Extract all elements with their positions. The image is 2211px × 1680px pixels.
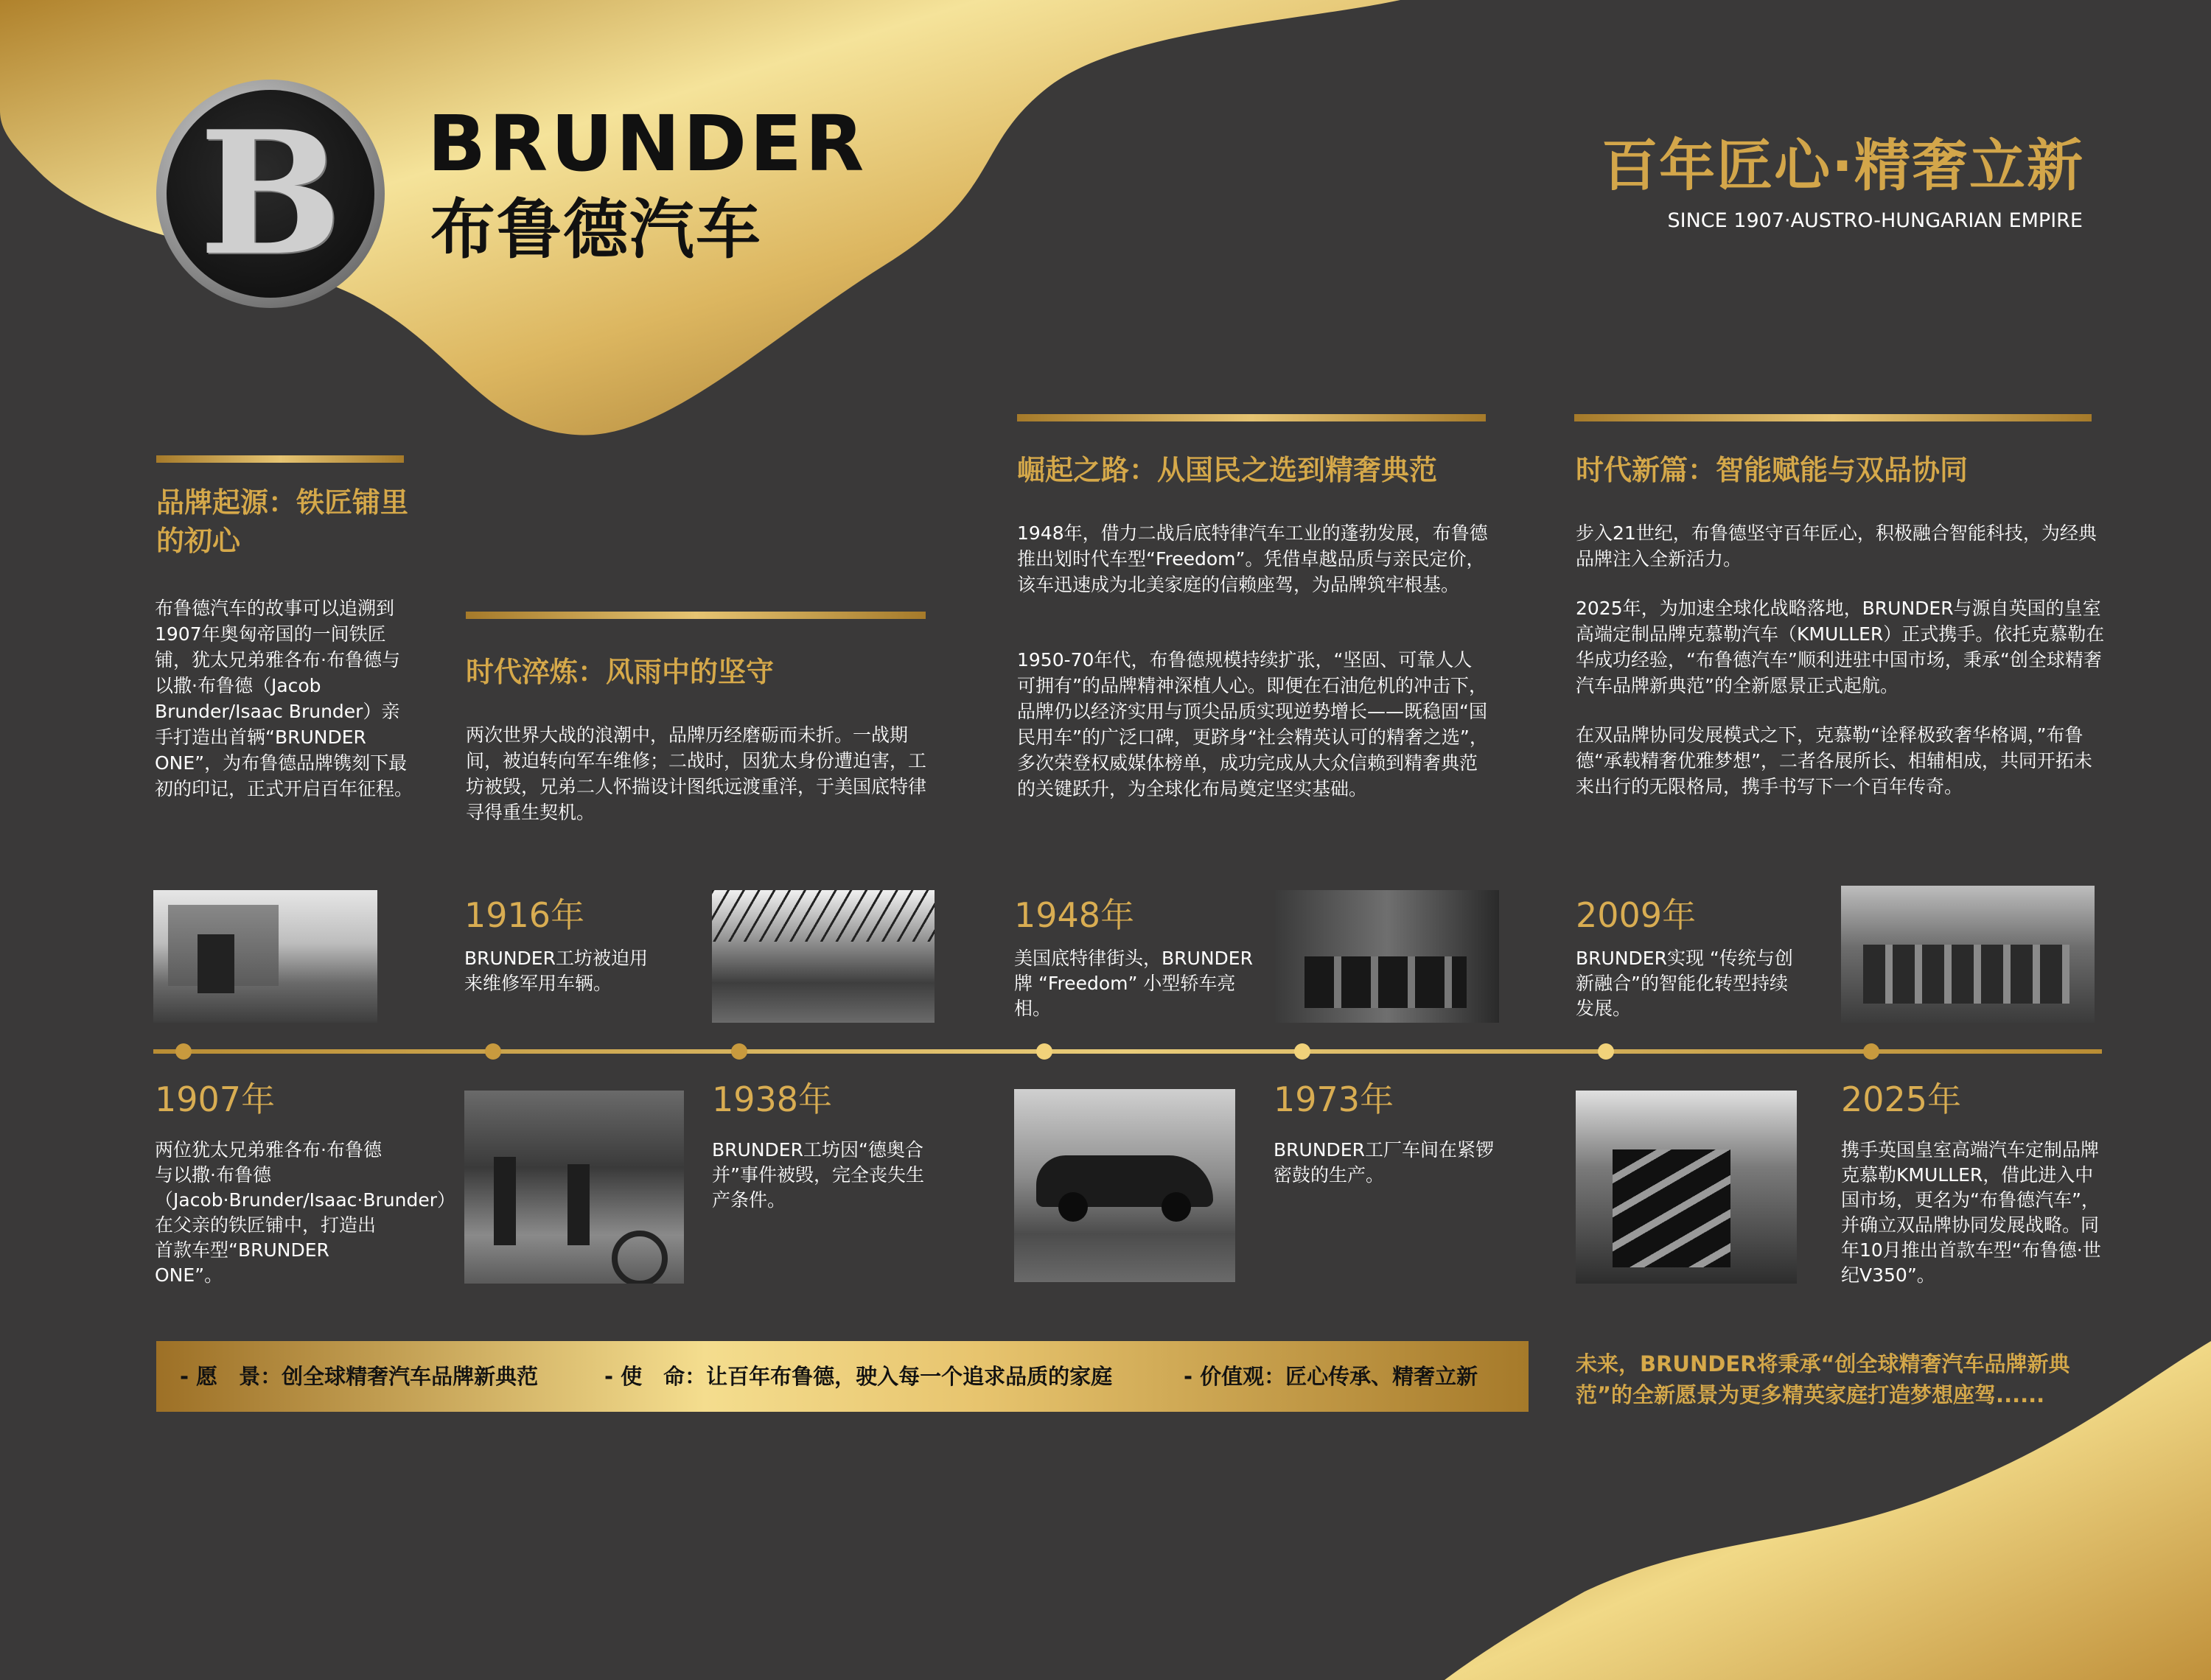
timeline-year-2009: 2009年 bbox=[1576, 895, 1697, 935]
values-banner bbox=[156, 1341, 1529, 1412]
trial-rule bbox=[466, 612, 926, 619]
photo-1948-car bbox=[1014, 1089, 1235, 1282]
timeline-event-1907: 两位犹太兄弟雅各布·布鲁德与以撒·布鲁德（Jacob·Brunder/Isaac·Brunder）在父亲的铁匠铺中，打造出首款车型“BRUNDER ONE”。 bbox=[155, 1139, 455, 1286]
timeline-dot-1948 bbox=[1036, 1043, 1052, 1060]
vision-text: - 愿 景：创全球精奢汽车品牌新典范 bbox=[180, 1364, 539, 1389]
timeline-year-2025: 2025年 bbox=[1841, 1079, 1962, 1119]
timeline-event-1916: BRUNDER工坊被迫用来维修军用车辆。 bbox=[464, 948, 648, 994]
trial-text: 两次世界大战的浪潮中，品牌历经磨砺而未折。一战期间，被迫转向军车维修；二战时，因犹太身份遭迫害，工坊被毁，兄弟二人怀揣设计图纸远渡重洋，于美国底特律寻得重生契机。 bbox=[466, 724, 927, 823]
new-era-rule bbox=[1574, 414, 2092, 421]
photo-1938-ruins bbox=[712, 890, 935, 1023]
timeline-dot-1916 bbox=[485, 1043, 501, 1060]
origin-title: 品牌起源：铁匠铺里的初心 bbox=[156, 486, 409, 557]
timeline-event-1973: BRUNDER工厂车间在紧锣密鼓的生产。 bbox=[1274, 1139, 1494, 1186]
timeline-dot-2025 bbox=[1863, 1043, 1879, 1060]
timeline-event-2025: 携手英国皇室高端汽车定制品牌克慕勒KMULLER，借此进入中国市场，更名为“布鲁德汽车”，并确立双品牌协同发展战略。同年10月推出首款车型“布鲁德·世纪V350”。 bbox=[1841, 1139, 2101, 1286]
new-era-title: 时代新篇：智能赋能与双品协同 bbox=[1576, 454, 1969, 486]
timeline-year-1907: 1907年 bbox=[155, 1079, 276, 1119]
timeline-year-1938: 1938年 bbox=[712, 1079, 833, 1119]
brand-name-cn: 布鲁德汽车 bbox=[430, 192, 763, 267]
values-text: - 价值观：匠心传承、精奢立新 bbox=[1184, 1364, 1478, 1389]
rise-rule bbox=[1017, 414, 1486, 421]
timeline-dot-1973 bbox=[1294, 1043, 1310, 1060]
photo-2009-factory bbox=[1841, 886, 2095, 1023]
mission-text: - 使 命：让百年布鲁德，驶入每一个追求品质的家庭 bbox=[604, 1364, 1113, 1389]
timeline-event-1938: BRUNDER工坊因“德奥合并”事件被毁，完全丧失生产条件。 bbox=[712, 1139, 924, 1211]
timeline-dot-1907 bbox=[175, 1043, 192, 1060]
rise-title: 崛起之路：从国民之选到精奢典范 bbox=[1017, 454, 1438, 486]
timeline-line bbox=[153, 1049, 2102, 1054]
timeline-event-2009: BRUNDER实现 “传统与创新融合”的智能化转型持续发展。 bbox=[1576, 948, 1793, 1019]
new-era-text-2: 2025年，为加速全球化战略落地，BRUNDER与源自英国的皇室高端定制品牌克慕勒汽车（KMULLER）正式携手。依托克慕勒在华成功经验，“布鲁德汽车”顺利进驻中国市场，秉承“创全球精奢汽车品牌新典范”的全新愿景正式起航。 bbox=[1576, 598, 2105, 696]
new-era-text-1: 步入21世纪，布鲁德坚守百年匠心，积极融合智能科技，为经典品牌注入全新活力。 bbox=[1576, 522, 2097, 570]
slogan: 百年匠心·精奢立新 bbox=[1602, 133, 2084, 198]
timeline-year-1948: 1948年 bbox=[1014, 895, 1135, 935]
photo-1973-assembly bbox=[1576, 1091, 1797, 1284]
photo-1907-blacksmith bbox=[153, 890, 377, 1023]
new-era-text-3: 在双品牌协同发展模式之下，克慕勒“诠释极致奢华格调，”布鲁德“承载精奢优雅梦想”，二者各展所长、相辅相成，共同开拓未来出行的无限格局，携手书写下一个百年传奇。 bbox=[1576, 724, 2092, 797]
brand-logo bbox=[156, 80, 385, 308]
rise-text-1: 1948年，借力二战后底特律汽车工业的蓬勃发展，布鲁德推出划时代车型“Freedom”。凭借卓越品质与亲民定价，该车迅速成为北美家庭的信赖座驾，为品牌筑牢根基。 bbox=[1017, 522, 1488, 595]
future-statement: 未来，BRUNDER将秉承“创全球精奢汽车品牌新典范”的全新愿景为更多精英家庭打造梦想座驾...... bbox=[1576, 1351, 2070, 1407]
timeline-year-1916: 1916年 bbox=[464, 895, 585, 935]
photo-1948-street bbox=[1275, 890, 1499, 1023]
brand-name-en: BRUNDER bbox=[427, 99, 867, 189]
logo-letter: B bbox=[198, 94, 343, 293]
timeline-dot-2009 bbox=[1598, 1043, 1614, 1060]
rise-text-2: 1950-70年代，布鲁德规模持续扩张，“坚固、可靠人人可拥有”的品牌精神深植人心。即便在石油危机的冲击下，品牌仍以经济实用与顶尖品质实现逆势增长——既稳固“国民用车”的广泛口碑，更跻身“社会精英认可的精奢之选”，多次荣登权威媒体榜单，成功完成从大众信赖到精奢典范的关键跃升，为全球化布局奠定坚实基础。 bbox=[1017, 649, 1488, 799]
timeline-year-1973: 1973年 bbox=[1274, 1079, 1394, 1119]
since-line: SINCE 1907·AUSTRO-HUNGARIAN EMPIRE bbox=[1667, 209, 2083, 232]
timeline-event-1948: 美国底特律街头，BRUNDER 牌 “Freedom” 小型轿车亮相。 bbox=[1014, 948, 1253, 1019]
trial-title: 时代淬炼：风雨中的坚守 bbox=[466, 656, 775, 688]
origin-rule bbox=[156, 455, 404, 463]
origin-text: 布鲁德汽车的故事可以追溯到 1907年奥匈帝国的一间铁匠铺，犹太兄弟雅各布·布鲁德与以撒·布鲁德（Jacob Brunder/Isaac Brunder）亲手打造出首辆“BRUNDER ONE”，为布鲁德品牌镌刻下最初的印记，正式开启百年征程。 bbox=[155, 598, 413, 799]
timeline-dot-1938 bbox=[731, 1043, 747, 1060]
photo-1916-workshop bbox=[464, 1091, 684, 1284]
